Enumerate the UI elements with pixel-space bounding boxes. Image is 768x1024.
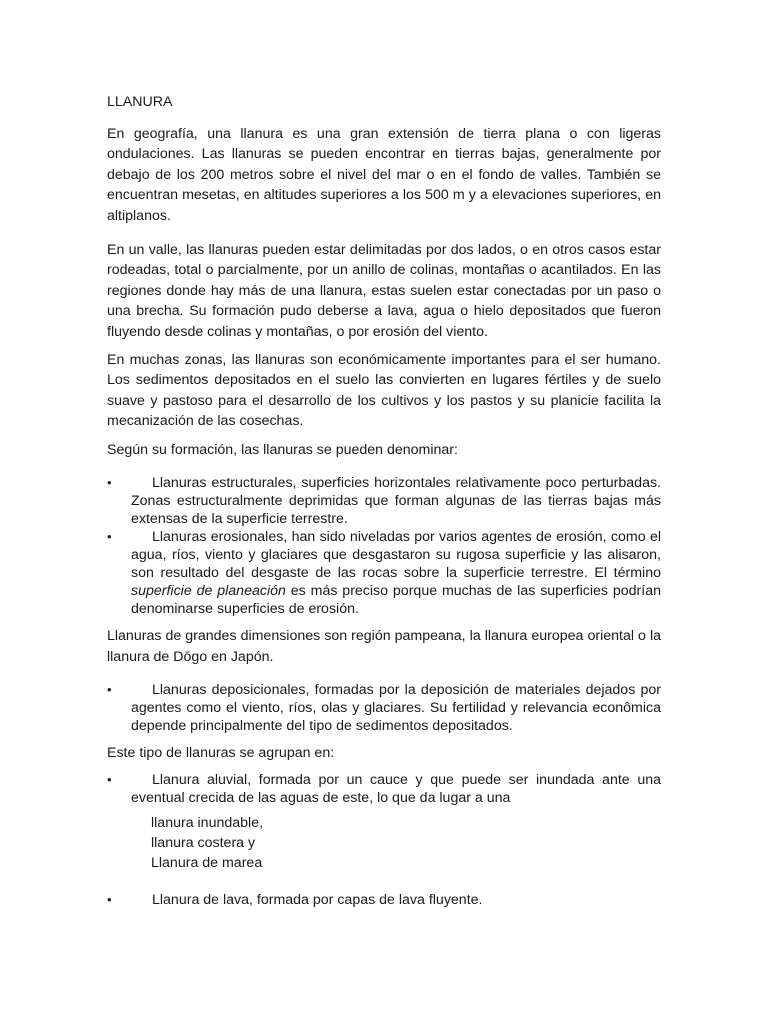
list-item-text: Llanuras estructurales, superficies horizontales relativamente poco perturbadas. Zonas estructuralmente deprimidas que forman algunas de las tierras bajas más extensas de la superficie terrestre. [131,475,661,528]
list-item [107,681,661,735]
document-title: LLANURA [107,94,173,110]
bullet-marker: • [107,681,112,697]
list-item [107,891,661,909]
list-item-text: Llanura aluvial, formada por un cauce y que puede ser inundada ante una eventual crecida de las aguas de este, lo que da lugar a una [131,772,661,807]
paragraph-valleys: En un valle, las llanuras pueden estar delimitadas por dos lados, o en otros casos estar rodeadas, total o parcialmente, por un anillo de colinas, montañas o acantilados. En las regiones donde hay más de una llanura, estas suelen estar conectadas por un paso o una brecha. Su formación pudo deberse a lava, agua o hielo depositados que fueron fluyendo desde colinas y montañas, o por erosión del viento. [107,242,661,340]
lava-list [107,891,661,909]
grouping-list [107,771,661,807]
paragraph-definition: En geografía, una llanura es una gran extensión de tierra plana o con ligeras ondulaciones. Las llanuras se pueden encontrar en tierras bajas, generalmente por debajo de los 200 metros sobre el nivel del mar o en el fondo de valles. También se encuentran mesetas, en altitudes superiores a los 500 m y a elevaciones superiores, en altiplanos. [107,126,661,224]
bullet-marker: • [107,529,112,545]
list-item-text: es más preciso porque muchas de las superficies podrían denominarse superficies de erosión. [131,583,662,618]
list-item [107,771,661,807]
depositional-list [107,681,661,735]
list-item [107,474,661,528]
paragraph-formation-intro: Según su formación, las llanuras se pueden denominar: [107,441,458,458]
list-item-text: Llanura de lava, formada por capas de lava fluyente. [152,892,483,909]
bullet-marker: • [107,892,112,908]
italic-term: superficie de planeación [131,583,286,600]
list-item [107,528,661,618]
document-page [107,92,661,917]
paragraph-economy: En muchas zonas, las llanuras son económicamente importantes para el ser humano. Los sedimentos depositados en el suelo las convierten en lugares fértiles y de suelo suave y pastoso para el desarrollo de los cultivos y los pastos y su planicie facilita la mecanización de las cosechas. [107,352,661,430]
list-item-text: Llanuras erosionales, han sido niveladas por varios agentes de erosión, como el agua, ríos, viento y glaciares que desgastaron su rugosa superficie y las alisaron, son resultado del desgaste de las rocas sobre la superficie terrestre. El término [131,529,661,582]
bullet-marker: • [107,772,112,788]
plain-subtypes [151,813,661,873]
subtype-item: llanura inundable, [151,815,264,832]
bullet-marker: • [107,475,112,491]
subtype-item: Llanura de marea [151,855,263,872]
paragraph-large-plains: Llanuras de grandes dimensiones son región pampeana, la llanura europea oriental o la llanura de Dōgo en Japón. [107,628,661,665]
formation-types-list [107,474,661,618]
subtype-item: llanura costera y [151,835,256,852]
list-item-text: Llanuras deposicionales, formadas por la deposición de materiales dejados por agentes como el viento, ríos, olas y glaciares. Su fertilidad y relevancia econômica depende principalmente del tipo de sedimentos depositados. [131,681,661,734]
paragraph-grouping: Este tipo de llanuras se agrupan en: [107,744,335,761]
